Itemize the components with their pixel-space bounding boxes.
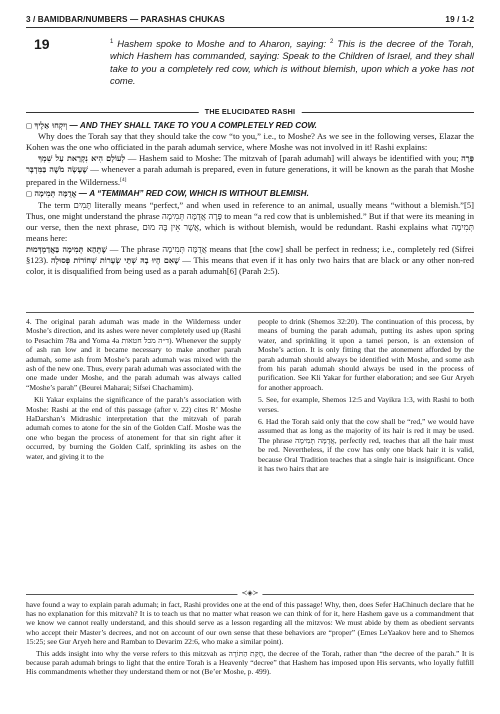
dibbur-1-hebrew: וְיִקְחוּ אֵלֶיךָ [34,120,68,130]
footnote-separator [26,312,474,313]
verse-number-2: 2 [330,39,334,45]
dibbur-2 [26,188,474,199]
para-4-text-b: — This means that even if it has only two hairs that are black or any other non-red color, it is disqualified from being used as a parah adumah[6] (Parah 2:5). [26,254,474,277]
verse-text [110,36,474,87]
verse-block [26,36,474,87]
para-2-hebrew: לְעוֹלָם הִיא נִקְרֵאת עַל שִׁמְךָ [38,153,126,164]
footnote-cont-para-2: This adds insight into why the verse refers to this mitzvah as חֻקַּת הַתּוֹרָה, the decree of the Torah, rather than “the decree of the parah.” It is because parah adumah brings to light that the entire Torah is a Heavenly “decree” that Hashem has imposed upon His servants, who loyally fulfill His commandments whether they understand them or not (Be’er Moshe, p. 499). [26,649,474,677]
footnote: 4. The original parah adumah was made in the Wilderness under Moshe’s direction, and its ashes were never completely used up (Rashi to Pesachim 78a and Yoma 4a ד״ה מכל חטאות). Whenever the supply of ash ran low and it became necessary to make another parah adumah, some ash from Moshe’s parah adumah was mixed with the ash of the new one. Thus, every parah adumah was associated with the one made under Moshe, and the parah adumah was always called “Moshe’s parah” (Beurei Maharai; Sifsei Chachamim). [26,317,241,392]
commentary-para-3: The term תָּמִים literally means “perfect,” and when used in reference to an animal, usually means “without a blemish.”[5] Thus, one might understand the phrase פָּרָה אֲדֻמָּה תְּמִימָה to mean “a red cow that is unblemished.” But if that were its meaning in our verse, then the next phrase, אֲשֶׁר אֵין בָּהּ מוּם, which is without blemish, would be redundant. Rashi explains what תְּמִימָה means here: [26,199,474,243]
verse-number-1: 1 [110,39,114,45]
commentary-para-2 [26,153,474,188]
rashi-divider [26,107,474,117]
dibbur-2-hebrew: אֲדֻמָּה תְּמִימָה [34,188,77,199]
para-2-text-a: — Hashem said to Moshe: The mitzvah of [parah adumah] will always be identified with you; [127,153,459,164]
footnotes-left-column [26,317,241,464]
dibbur-1 [26,120,474,131]
verse-2-text: This is the decree of the Torah, which Hashem has commanded, saying: Speak to the Children of Israel, and they shall take to you a completely red cow, which is without blemish, upon which a yoke has not come. [110,38,474,86]
continuation-divider [26,591,474,599]
para-2-footnote-ref: [4] [120,177,127,184]
footnote: 5. See, for example, Shemos 12:5 and Vayikra 1:3, with Rashi to both verses. [258,395,474,414]
ornament-icon: ≺◈≻ [237,589,262,597]
rashi-label: THE ELUCIDATED RASHI [199,107,302,116]
para-4-hebrew-b: שֶׁאִם הָיוּ בָהּ שְׁתֵּי שְׂעָרוֹת שְׁחוֹרוֹת פְּסוּלָה [50,254,180,265]
header-right: 19 / 1-2 [445,15,474,24]
para-4-hebrew: שֶׁתְּהֵא תְּמִימָה בַּאֲדַמְדְּמוּת [26,243,108,254]
verse-1-text: Hashem spoke to Moshe and to Aharon, saying: [117,38,327,50]
dibbur-1-english: — AND THEY SHALL TAKE TO YOU A COMPLETELY RED COW. [69,121,317,130]
chapter-number: 19 [34,36,50,52]
para-4-text-a: — The phrase אֲדֻמָּה תְּמִימָה means that [the cow] shall be perfect in redness; i.e., completely red (Sifrei §123). [26,243,474,265]
running-header [26,6,474,28]
footnotes-right-column [258,317,474,477]
commentary-para-4 [26,244,474,277]
footnote: 6. Had the Torah said only that the cow shall be “red,” we would have assumed that as long as the majority of its hair is red it may be used. The phrase אֲדֻמָּה תְּמִימָה, perfectly red, teaches that all the hair must be red. Nevertheless, if the cow has only one black hair it is valid, because Oral Tradition teaches that a single hair is insignificant. Once it has two hairs that are [258,417,474,474]
square-icon: ◻ [26,189,33,199]
footnote-continuation [26,600,474,680]
footnote-cont-para-1: have found a way to explain parah adumah; in fact, Rashi provides one at the end of this passage! Why, then, does Sefer HaChinuch declare that he has no explanation for this mitzvah? It is to teach us that no matter what reason we can think of for it, here Hashem gave us a commandment that we know we cannot really understand, and this should serve as a lesson regarding all the mitzvos: We must abide by them as obedient servants who accept their Master’s decrees, and not on account of our own sense that these behaviors are “proper” (Emes LeYaakov here and to Shemos 15:25; see Gur Aryeh here and Ramban to Devarim 22:6, who make a similar point). [26,600,474,646]
square-icon: ◻ [26,121,33,130]
para-2-text-b: — whenever a parah adumah is prepared, even in future generations, it will be known as the parah that Moshe prepared in the Wilderness. [26,164,475,188]
footnote: Kli Yakar explains the significance of the parah’s association with Moshe: Rashi at the end of this passage (after v. 22) cites R’ Moshe HaDarshan’s Midrashic interpretation that the mitzvah of parah adumah comes to atone for the sin of the Golden Calf. Moshe was the one who began the process of atonement for that sin right after it occurred, by burning the Golden Calf, sprinkling its ashes on the water, and giving it to the [26,395,241,461]
para-2-hebrew-b: פָּרָה שֶׁעָשָׂה מֹשֶׁה בַּמִּדְבָּר [26,153,474,175]
footnote: people to drink (Shemos 32:20). The continuation of this process, by means of burning the parah adumah, putting its ashes upon spring water, and sprinkling it upon a tamei person, is an extension of Moshe’s action. It is only fitting that the atonement afforded by the parah adumah should always be identified with Moshe, and some ash from his parah adumah should always be used in the process of purification. See Kli Yakar for further elaboration; and see Gur Aryeh for another approach. [258,317,474,392]
commentary [26,120,474,277]
commentary-para-1: Why does the Torah say that they should take the cow “to you,” i.e., to Moshe? As we see in the following verses, Elazar the Kohen was the one who officiated in the parah adumah service, where Moshe was not involved in it! Rashi explains: [26,131,474,153]
dibbur-2-english: — A “TEMIMAH” RED COW, WHICH IS WITHOUT BLEMISH. [78,189,309,199]
header-left: 3 / BAMIDBAR/NUMBERS — PARASHAS CHUKAS [26,15,225,24]
